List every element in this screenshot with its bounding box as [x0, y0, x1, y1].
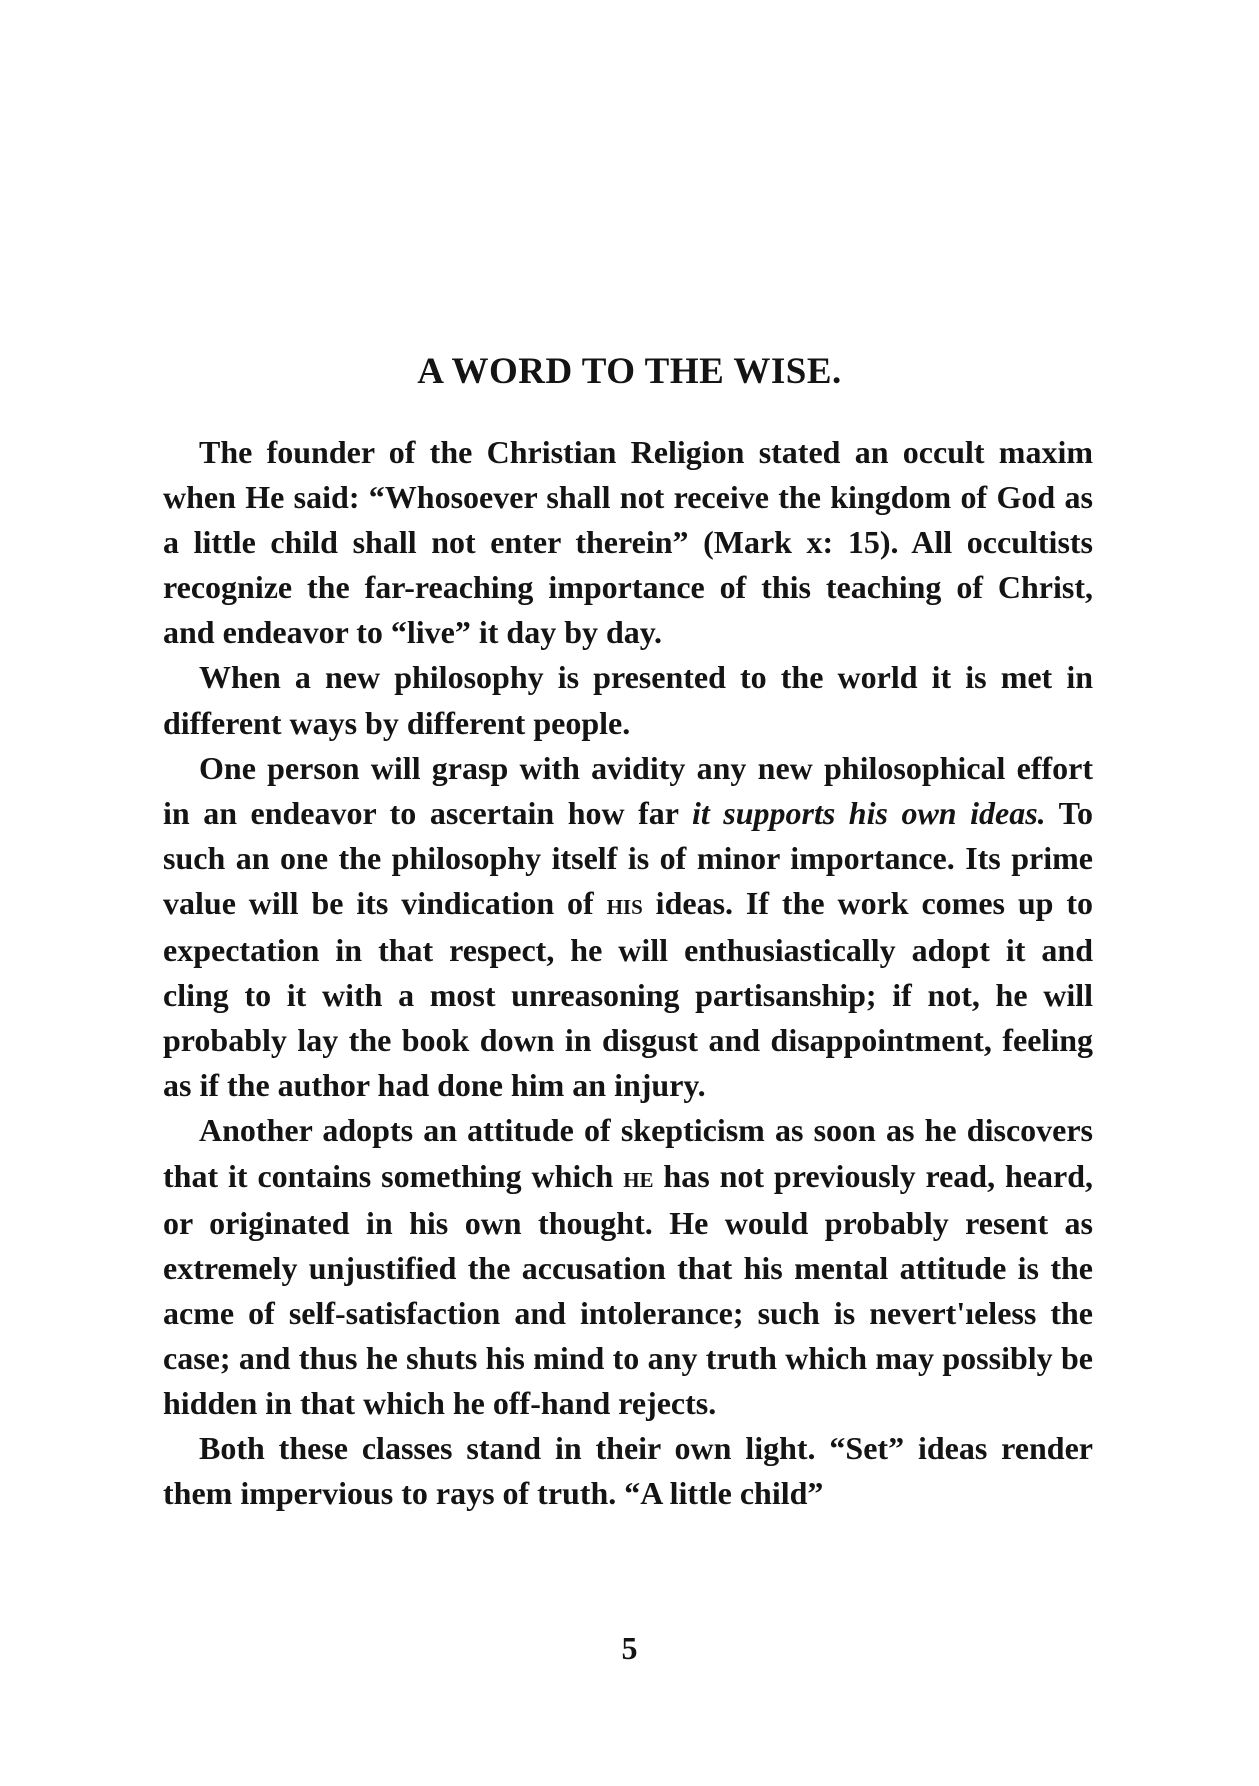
paragraph-2: When a new philosophy is presented to the world it is met in different ways by different people. — [163, 659, 1093, 741]
paragraph-3-emphasis: it supports his own ideas. — [691, 794, 1046, 831]
paragraph-3-text-middle: To such an one the philosophy itself is of minor importance. Its prime value will be its vindication of — [163, 794, 1094, 921]
paragraph-4-text-end: has not previously read, heard, or originated in his own thought. He would probably resent as extremely unjustified the accusation that his mental attitude is the acme of self-satisfaction and intolerance; such is nevert'ıeless the case; and thus he shuts his mind to any truth which may possibly be hidden in that which he off-hand rejects. — [163, 1157, 1094, 1421]
paragraph-3-text-start: One person will grasp with avidity any new philosophical effort in an endeavor to ascertain how far — [163, 749, 1093, 831]
paragraph-3-text-end: ideas. If the work comes up to expectation in that respect, he will enthusiastically adopt it and cling to it with a most unreasoning partisanship; if not, he will probably lay the book down in disgust and disappointment, feeling as if the author had done him an injury. — [163, 884, 1093, 1104]
chapter-title: A WORD TO THE WISE. — [417, 351, 842, 392]
paragraph-4-text-start: Another adopts an attitude of skepticism as soon as he discovers that it contains something which — [163, 1112, 1093, 1194]
paragraph-4 — [163, 1108, 1093, 1426]
paragraph-5: Both these classes stand in their own light. “Set” ideas render them impervious to rays of truth. “A little child” — [163, 1430, 1093, 1512]
page-number: 5 — [621, 1630, 638, 1666]
body-text — [163, 430, 1093, 1516]
paragraph-3-small-caps: his — [606, 888, 643, 921]
paragraph-4-small-caps: he — [623, 1161, 654, 1194]
paragraph-1: The founder of the Christian Religion stated an occult maxim when He said: “Whosoever shall not receive the kingdom of God as a little child shall not enter therein” (Mark x: 15). All occultists recognize the far-reaching importance of this teaching of Christ, and endeavor to “live” it day by day. — [163, 434, 1093, 651]
paragraph-3 — [163, 746, 1093, 1109]
